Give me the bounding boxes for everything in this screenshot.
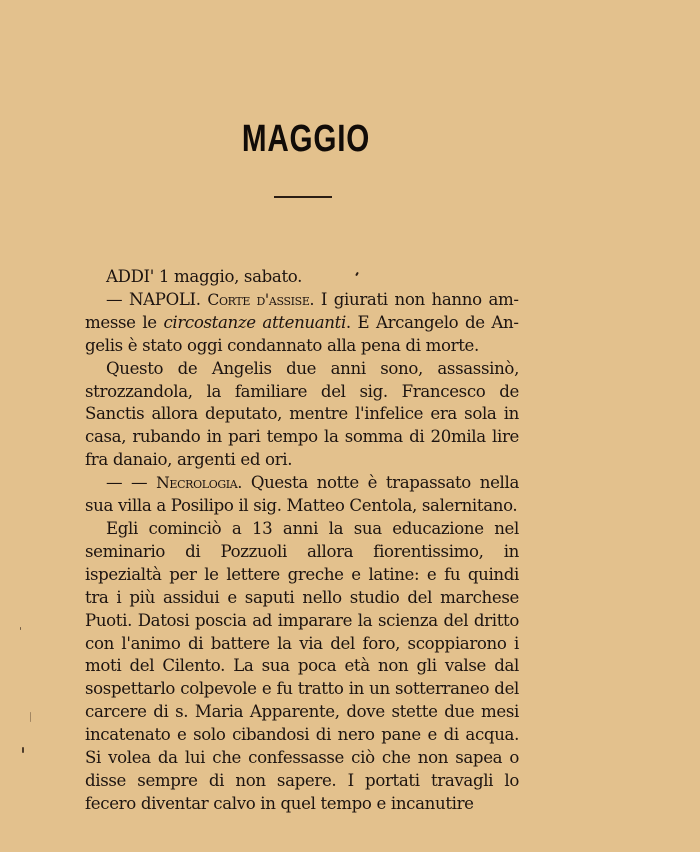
- section-heading: Corte d'assise.: [207, 290, 315, 309]
- dateline-text: ADDI' 1 maggio, sabato.: [106, 267, 303, 286]
- title-divider: [274, 196, 332, 198]
- scan-speck: [22, 747, 24, 753]
- paragraph-centola: Egli cominciò a 13 anni la sua educazione nel seminario di Pozzuoli allora fiorentissimo, in ispezialtà per le lettere greche e latine: e fu quindi tra i più assidui e saputi nello studio del marchese Puoti. Datosi poscia ad imparare la scienza del dritto con l'animo di battere la via del foro, scoppiarono i moti del Cilento. La sua poca età non gli valse dal sospettarlo colpevole e fu tratto in un sotterraneo del carcere di s. Maria Apparente, dove stette due mesi incatenato e solo cibandosi di nero pane e di acqua. Si volea da lui che confessasse ciò che non sapea o disse sempre di non sapere. I portati travagli lo fecero diventar calvo in quel tempo e incanutire: [85, 518, 519, 813]
- italic-phrase: circostanze attenuanti: [163, 312, 346, 332]
- entry-lead: — —: [106, 473, 148, 493]
- dateline: [85, 266, 519, 289]
- entry-text: Questa notte è trapassato nella sua villa a Posilipo il sig. Matteo Centola, salernitano.: [85, 473, 520, 516]
- scan-speck: [30, 712, 31, 722]
- entry-napoli: [85, 289, 519, 358]
- scan-speck: [20, 627, 21, 630]
- section-heading: Necrologia.: [156, 474, 243, 493]
- entry-text-continued: . E Arcangelo de Angelis è stato oggi condannato alla pena di morte.: [85, 312, 520, 355]
- entry-necrologia: [85, 472, 519, 518]
- paragraph-de-angelis: Questo de Angelis due anni sono, assassinò, strozzandola, la familiare del sig. Francesco de Sanctis allora deputato, mentre l'infelice era sola in casa, rubando in pari tempo la somma di 20mila lire fra danaio, argenti ed ori.: [85, 358, 519, 470]
- page-title: MAGGIO: [241, 118, 371, 160]
- article-body: [85, 266, 519, 816]
- entry-text: I giurati non hanno ammesse le: [85, 289, 519, 332]
- entry-lead: — NAPOLI.: [106, 289, 201, 309]
